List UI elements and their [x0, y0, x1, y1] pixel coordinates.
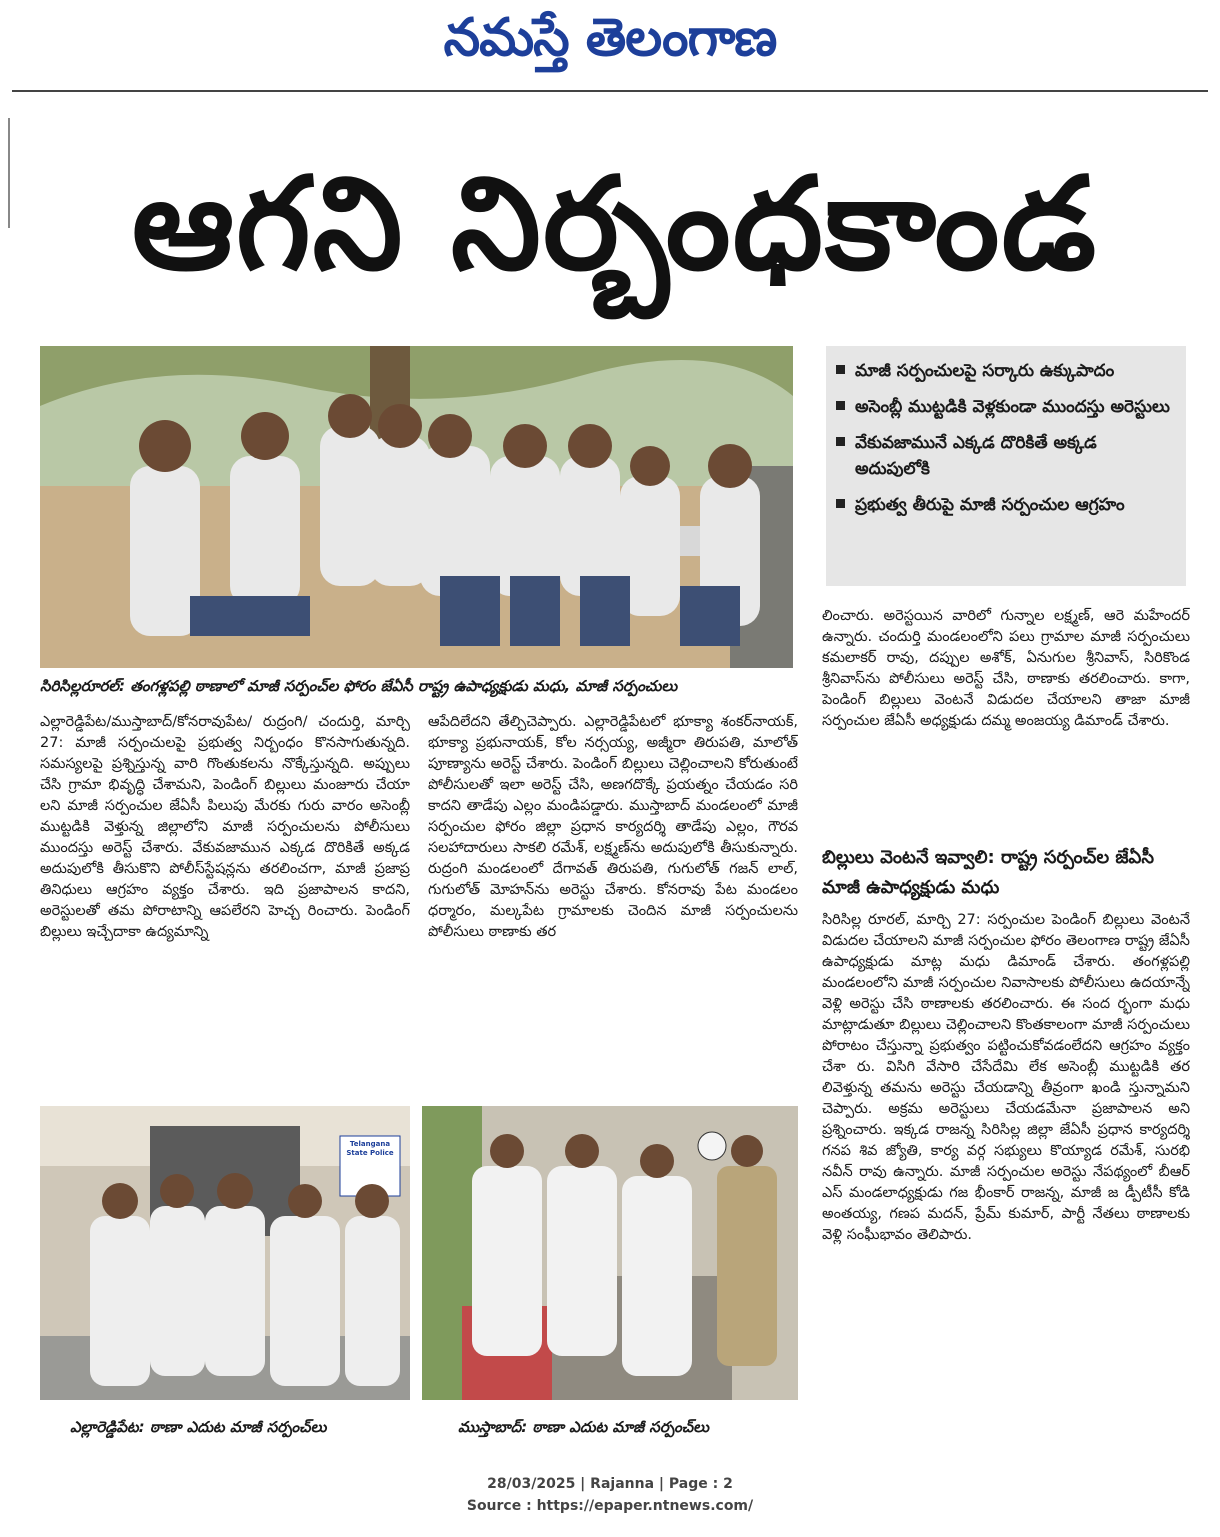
highlight-item [836, 394, 1176, 420]
bottom-right-photo-caption: ముస్తాబాద్: ఠాణా ఎదుట మాజీ సర్పంచ్‌లు [458, 1418, 709, 1436]
highlight-item [836, 492, 1176, 518]
footer-edition-line: 28/03/2025 | Rajanna | Page : 2 [487, 1476, 733, 1492]
top-photo-caption: సిరిసిల్లరూరల్: తంగళ్లపల్లి ఠాణాలో మాజీ సర్పంచ్‌ల ఫోరం జేఏసీ రాష్ట్ర ఉపాధ్యక్షుడు మధు, మాజీ సర్పంచులు [40, 677, 678, 695]
masthead-title: నమస్తే తెలంగాణ [443, 8, 777, 68]
article-column-2 [428, 712, 798, 1092]
bottom-left-photo-caption: ఎల్లారెడ్డిపేట: ఠాణా ఎదుట మాజీ సర్పంచ్‌లు [70, 1418, 327, 1436]
article-subhead: బిల్లులు వెంటనే ఇవ్వాలి: రాష్ట్ర సర్పంచ్‌ల జేఏసీ మాజీ ఉపాధ్యక్షుడు మధు [822, 847, 1154, 898]
highlight-item [836, 430, 1176, 482]
article-text: లించారు. అరెస్టయిన వారిలో గున్నాల లక్ష్మణ్, ఆరె మహేందర్ ఉన్నారు. చందుర్తి మండలంలోని పలు గ్రామాల మాజీ సర్పంచులు కమలాకర్ రావు, దప్పుల అశోక్, ఏనుగుల శ్రీనివాస్, సిరికొండ శ్రీనివాస్‌ను పోలీసులు అరెస్ట్ చేసి, ఠాణాకు తరలించారు. కాగా, పెండింగ్ బిల్లులు వెంటనే విడుదల చేయాలని తాజా మాజీ సర్పంచుల జేఏసీ అధ్యక్షుడు దమ్మ అంజయ్య డిమాండ్ చేశారు. [822, 608, 1190, 729]
group-photo-bottom-left [40, 1106, 410, 1400]
margin-mark [8, 118, 10, 228]
highlight-text: మాజీ సర్పంచులపై సర్కారు ఉక్కుపాదం [855, 361, 1115, 381]
group-photo-top [40, 346, 793, 668]
highlight-text: వేకువజామునే ఎక్కడ దొరికితే అక్కడ అదుపులోకి [855, 433, 1097, 479]
highlight-item [836, 358, 1176, 384]
article-text: సిరిసిల్ల రూరల్, మార్చి 27: సర్పంచుల పెండింగ్ బిల్లులు వెంటనే విడుదల చేయాలని మాజీ సర్పంచుల ఫోరం తెలంగాణ రాష్ట్ర జేఏసీ ఉపాధ్యక్షుడు మాట్ల మధు డిమాండ్ చేశారు. తంగళ్లపల్లి మండలంలోని మాజీ సర్పంచుల నివాసాలకు పోలీసులు ఉదయాన్నే వెళ్లి అరెస్టు చేసి ఠాణాలకు తరలించారు. ఈ సంద ర్భంగా మధు మాట్లాడుతూ బిల్లులు చెల్లించాలని కొంతకాలంగా మాజీ సర్పంచులు పోరాటం చేస్తున్నా ప్రభుత్వం పట్టించుకోవడంలేదని ఆగ్రహం వ్యక్తం చేశా రు. విసిగి వేసారి చేసేదేమి లేక అసెంబ్లీ ముట్టడికి తర లివెళ్తున్న తమను అరెస్టు చేయడాన్ని తీవ్రంగా ఖండి స్తున్నామని చెప్పారు. అక్రమ అరెస్టులు చేయడమేనా ప్రజాపాలన అని ప్రశ్నించారు. ఇక్కడ రాజన్న సిరిసిల్ల జిల్లా జేఏసీ ప్రధాన కార్యదర్శి గనప శివ జ్యోతి, కార్య వర్గ సభ్యులు కొయ్యాడ రమేశ్, సురభి నవీన్ రావు ఉన్నారు. మాజీ సర్పంచుల అరెస్టు నేపథ్యంలో బీఆర్ ఎస్ మండలాధ్యక్షుడు గజ భీంకార్ రాజన్న, మాజీ జ డ్పీటీసీ కోడి అంతయ్య, గణప మదన్, ప్రేమ్ కుమార్, పార్టీ నేతలు ఠాణాలకు వెళ్లి సంఘీభావం తెలిపారు. [822, 912, 1190, 1243]
masthead-divider [12, 90, 1208, 92]
article-column-3-top [822, 606, 1190, 834]
highlight-text: ప్రభుత్వ తీరుపై మాజీ సర్పంచుల ఆగ్రహం [855, 495, 1125, 515]
footer-source-line: Source : https://epaper.ntnews.com/ [466, 1498, 754, 1514]
article-column-1 [40, 712, 410, 1092]
police-sign-text: Telangana State Police [346, 1140, 394, 1157]
highlights-box [826, 346, 1186, 586]
article-headline: ఆగని నిర్బంధకాండ [131, 150, 1099, 299]
bullet-icon [836, 437, 845, 446]
highlight-text: అసెంబ్లీ ముట్టడికి వెళ్లకుండా ముందస్తు అరెస్టులు [855, 397, 1170, 417]
page-footer [0, 1473, 1220, 1517]
article-column-3-bottom [822, 910, 1190, 1445]
newspaper-masthead [0, 8, 1220, 78]
group-photo-bottom-right [422, 1106, 798, 1400]
bullet-icon [836, 499, 845, 508]
bullet-icon [836, 365, 845, 374]
article-text: ఆపేదిలేదని తేల్చిచెప్పారు. ఎల్లారెడ్డిపేటలో భూక్యా శంకర్‌నాయక్, భూక్యా ప్రభునాయక్, కోల నర్సయ్య, అజ్మీరా తిరుపతి, మాలోత్ పూణ్యాను అరెస్ట్ చేశారు. పెండింగ్ బిల్లులు చెల్లించాలని కోరుతుంటే పోలీసులతో ఇలా అరెస్ట్ చేసి, అణగదొక్కే ప్రయత్నం చేయడం సరి కాదని తాడేపు ఎల్లం మండిపడ్డారు. ముస్తాబాద్ మండలంలో మాజీ సర్పంచుల ఫోరం జిల్లా ప్రధాన కార్యదర్శి తాడేపు ఎల్లం, గౌరవ సలహాదారులు సాకలి రమేశ్, లక్ష్మణ్‌ను అదుపులోకి తీసుకున్నారు. రుద్రంగి మండలంలో దేగావత్ తిరుపతి, గుగులోత్ గజన్ లాల్, గుగులోత్ మోహన్‌ను అరెస్టు చేశారు. కోనరావు పేట మండలం ధర్మారం, మల్కపేట గ్రామాలకు చెందిన మాజీ సర్పంచులను పోలీసులు ఠాణాకు తర [428, 714, 798, 940]
bullet-icon [836, 401, 845, 410]
article-text: ఎల్లారెడ్డిపేట/ముస్తాబాద్/కోనరావుపేట/ రుద్రంగి/ చందుర్తి, మార్చి 27: మాజీ సర్పంచులపై ప్రభుత్వ నిర్బంధం కొనసాగుతున్నది. సమస్యలపై ప్రశ్నిస్తున్న వారి గొంతుకలను నొక్కేస్తున్నది. అప్పులు చేసి గ్రామా భివృద్ధి చేశామని, పెండింగ్ బిల్లులు మంజూరు చేయా లని మాజీ సర్పంచుల జేఏసీ పిలుపు మేరకు గురు వారం అసెంబ్లీ ముట్టడికి వెళ్తున్న జిల్లాలోని మాజీ సర్పంచులను పోలీసులు ముందస్తు అరెస్ట్ చేశారు. వేకువజామున ఎక్కడ దొరికితే అక్కడ అదుపులోకి తీసుకొని పోలీస్‌స్టేషన్లను తరలించగా, మాజీ ప్రజాప్ర తినిధులు ఆగ్రహం వ్యక్తం చేశారు. ఇది ప్రజాపాలన కాదని, అరెస్టులతో తమ పోరాటాన్ని ఆపలేరని హెచ్చ రించారు. పెండింగ్ బిల్లులు ఇచ్చేదాకా ఉద్యమాన్ని [40, 714, 410, 940]
